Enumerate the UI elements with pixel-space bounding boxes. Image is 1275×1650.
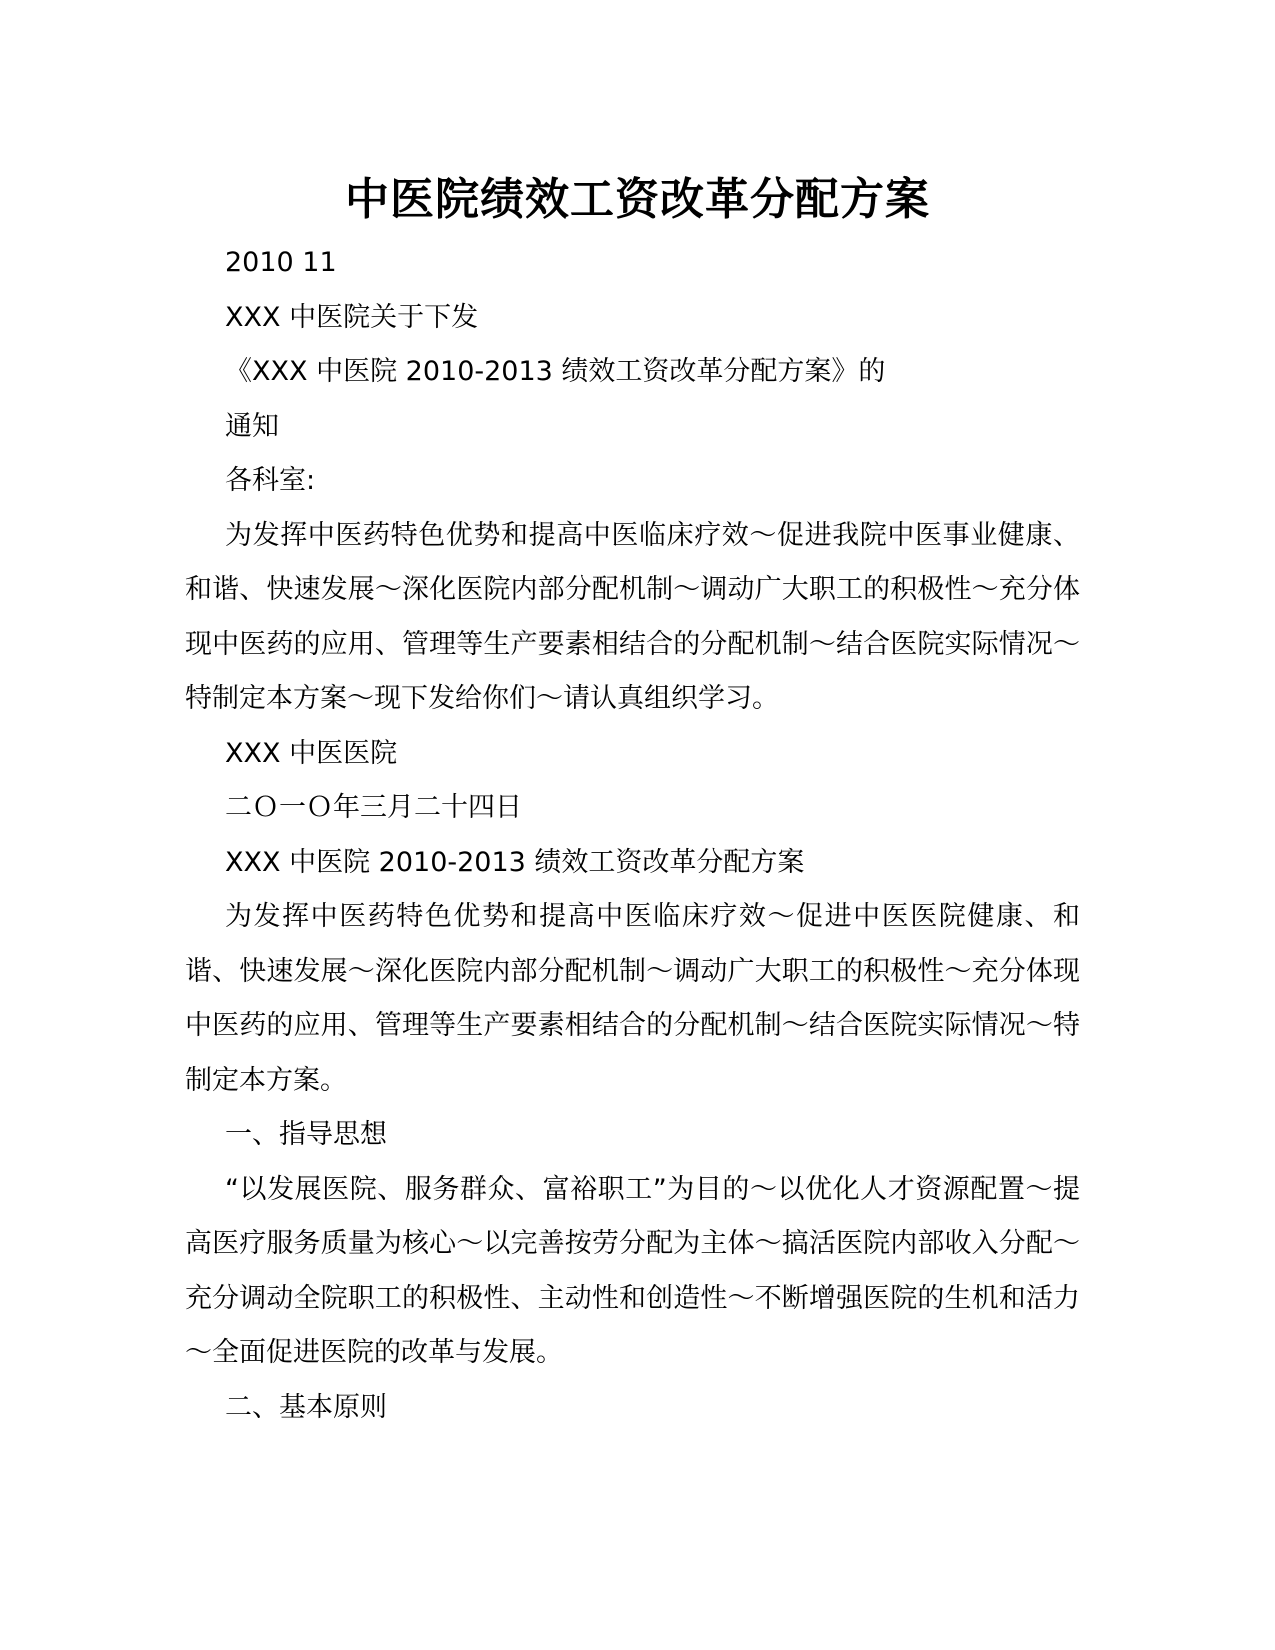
date-line: 2010 11 xyxy=(225,247,337,278)
document-title: 中医院绩效工资改革分配方案 xyxy=(345,174,930,225)
plan-intro-paragraph: 为发挥中医药特色优势和提高中医临床疗效～促进中医医院健康、和谐、快速发展～深化医院内部分配机制～调动广大职工的积极性～充分体现中医药的应用、管理等生产要素相结合的分配机制～结合医院实际情况～特制定本方案。 xyxy=(185,901,1080,1096)
guiding-ideology-paragraph: “以发展医院、服务群众、富裕职工”为目的～以优化人才资源配置～提高医疗服务质量为核心～以完善按劳分配为主体～搞活医院内部收入分配～充分调动全院职工的积极性、主动性和创造性～不断增强医院的生机和活力～全面促进医院的改革与发展。 xyxy=(185,1173,1080,1368)
notice-body-paragraph: 为发挥中医药特色优势和提高中医临床疗效～促进我院中医事业健康、和谐、快速发展～深化医院内部分配机制～调动广大职工的积极性～充分体现中医药的应用、管理等生产要素相结合的分配机制～结合医院实际情况～特制定本方案～现下发给你们～请认真组织学习。 xyxy=(185,519,1080,714)
document-body xyxy=(185,236,1080,1435)
notice-heading-line-2: 《XXX 中医院 2010-2013 绩效工资改革分配方案》的 xyxy=(225,356,886,387)
section-heading-guiding-ideology: 一、指导思想 xyxy=(225,1119,387,1150)
notice-heading-line-1: XXX 中医院关于下发 xyxy=(225,301,479,333)
section-heading-basic-principles: 二、基本原则 xyxy=(225,1391,387,1423)
salutation: 各科室: xyxy=(225,465,316,496)
issue-date: 二Ｏ一Ｏ年三月二十四日 xyxy=(225,792,522,823)
notice-heading-line-3: 通知 xyxy=(225,410,279,442)
plan-title: XXX 中医院 2010-2013 绩效工资改革分配方案 xyxy=(225,846,805,878)
issuer-signature: XXX 中医医院 xyxy=(225,737,398,769)
